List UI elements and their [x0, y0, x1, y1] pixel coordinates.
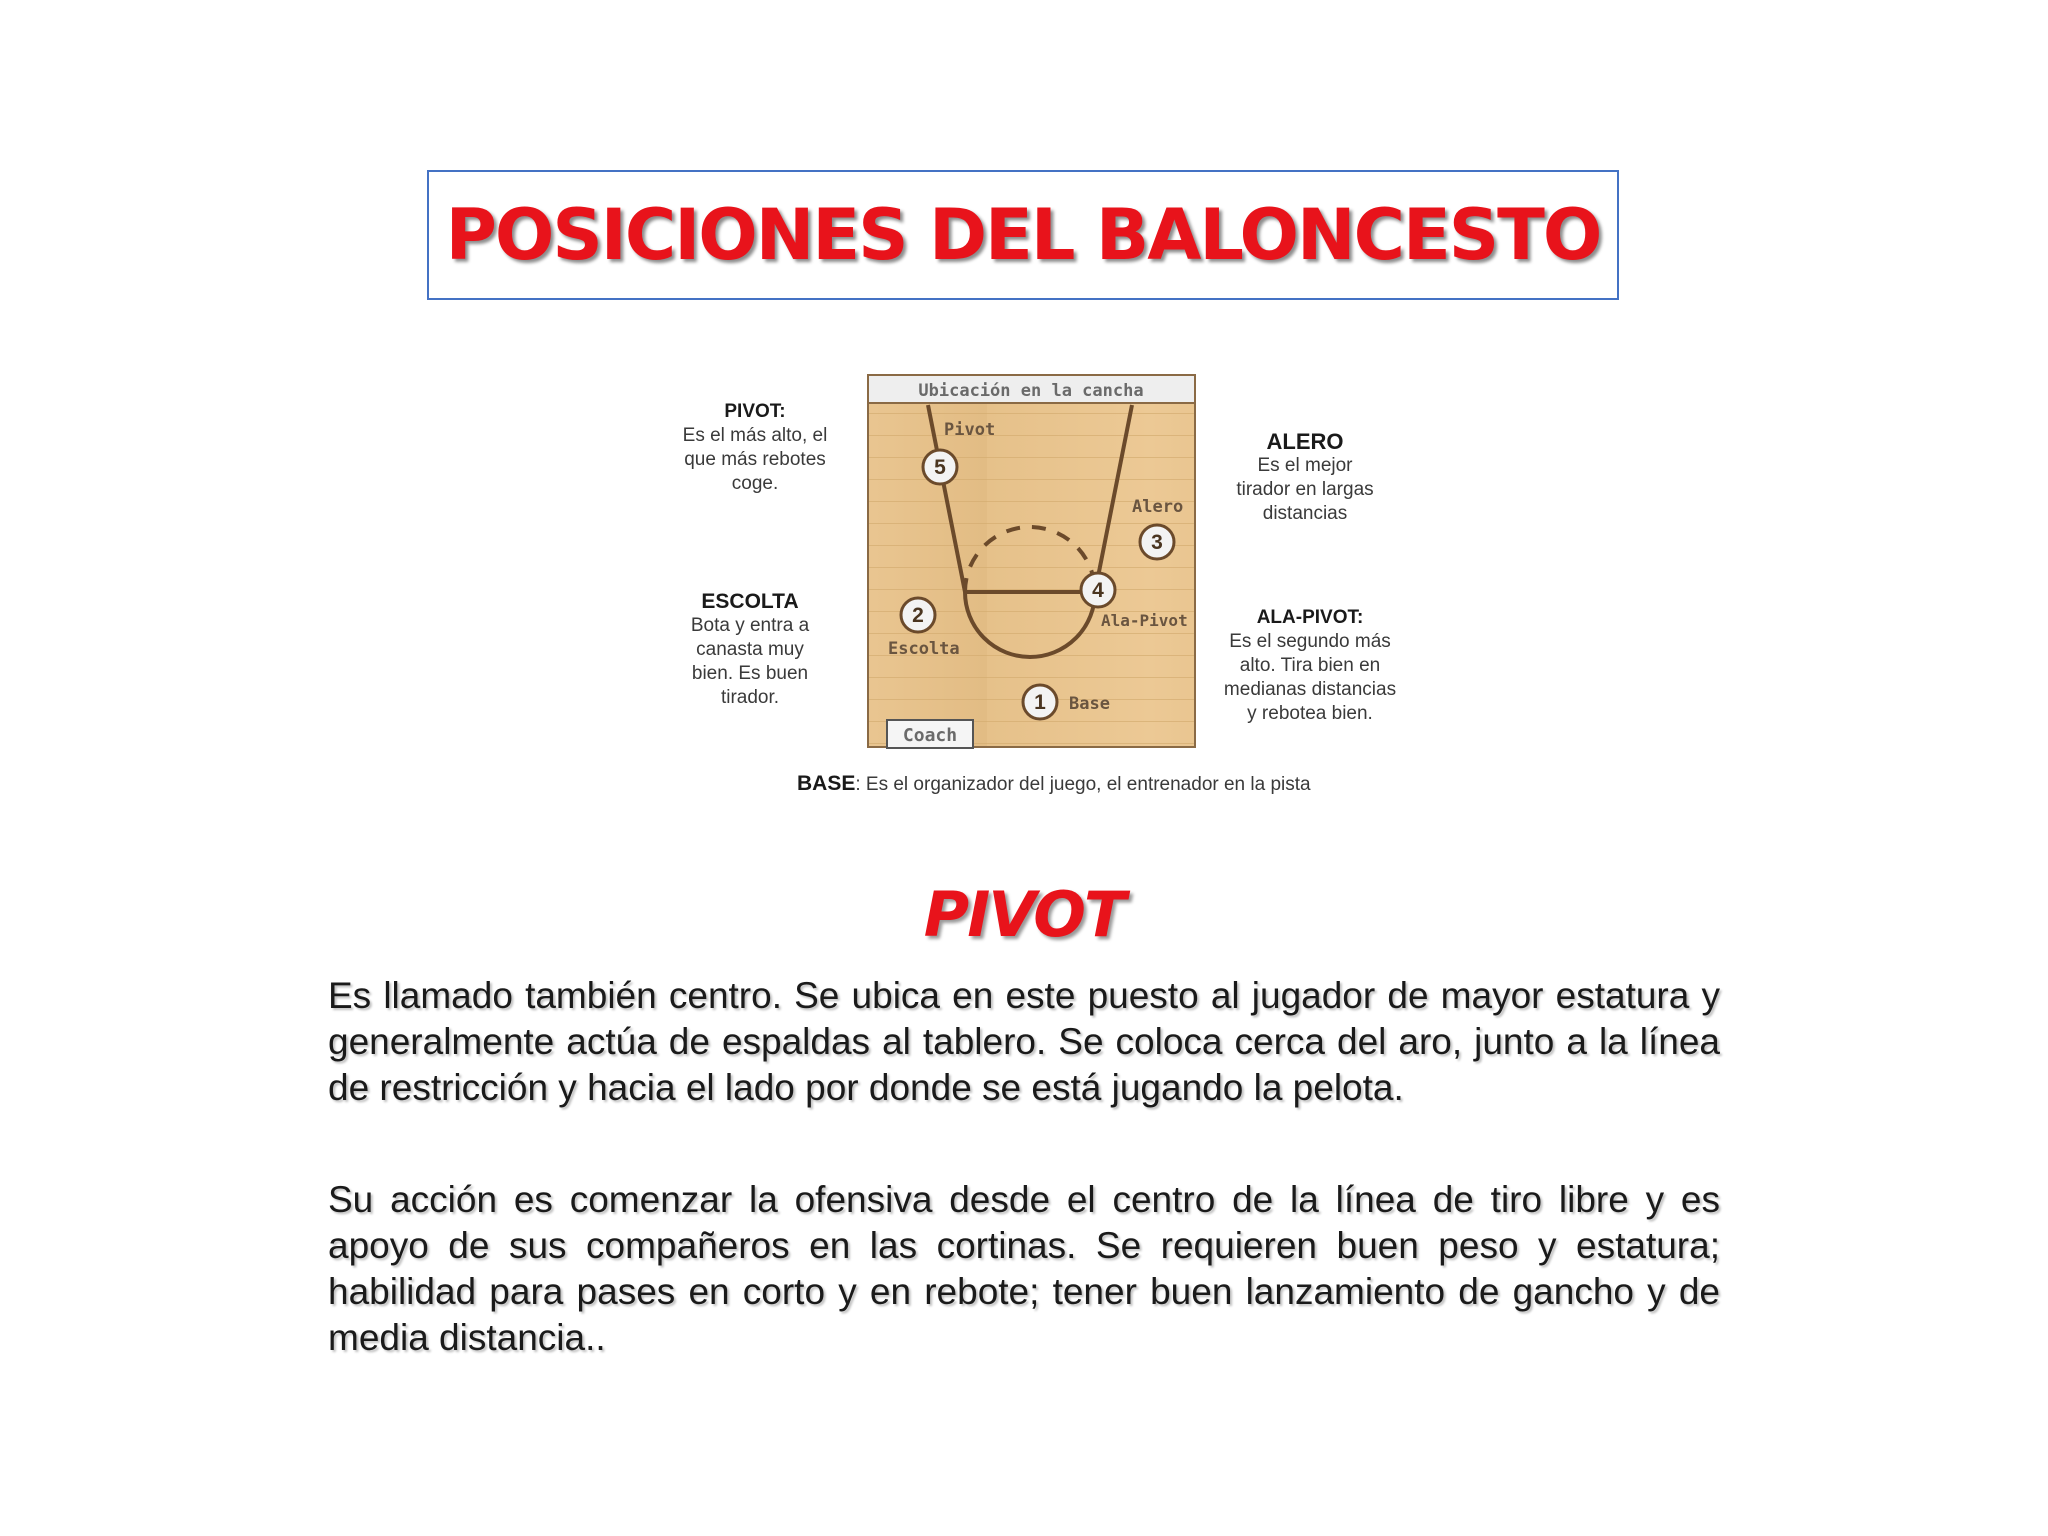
base-note-head: BASE — [797, 772, 856, 795]
alero-description-line: distancias — [1262, 503, 1348, 524]
player-2 — [901, 598, 935, 632]
pivot-description-head: PIVOT: — [724, 401, 786, 422]
section-heading: PIVOT — [923, 878, 1125, 951]
player-4 — [1081, 573, 1115, 607]
pivot-description-line: coge. — [731, 473, 779, 494]
escolta-description-line: Bota y entra a — [690, 615, 810, 636]
court-label-ala-pivot: Ala-Pivot — [1101, 611, 1188, 630]
player-3 — [1140, 525, 1174, 559]
court-label-escolta: Escolta — [888, 639, 960, 659]
player-1-number: 1 — [1034, 691, 1046, 714]
escolta-description — [660, 590, 840, 710]
player-5 — [923, 450, 957, 484]
ala-pivot-description-line: Es el segundo más — [1229, 631, 1391, 652]
alero-description-line: tirador en largas — [1236, 479, 1374, 500]
player-5-number: 5 — [934, 456, 946, 479]
ala-pivot-description-head: ALA-PIVOT: — [1256, 607, 1364, 628]
court-header: Ubicación en la cancha — [918, 381, 1144, 401]
title-box — [427, 170, 1619, 300]
alero-description-head: ALERO — [1266, 429, 1344, 454]
page-title: POSICIONES DEL BALONCESTO — [445, 194, 1601, 276]
ala-pivot-description — [1200, 606, 1420, 726]
ala-pivot-description-line: y rebotea bien. — [1247, 703, 1373, 724]
player-1 — [1023, 685, 1057, 719]
escolta-description-line: bien. Es buen — [691, 663, 809, 684]
court-label-pivot: Pivot — [944, 420, 996, 440]
paragraph-1: Es llamado también centro. Se ubica en este puesto al jugador de mayor estatura y generalmente actúa de espaldas al tablero. Se coloca cerca del aro, junto a la línea de restricción y hacia el lado por donde se está jugando la pelota. — [328, 975, 1720, 1108]
player-2-number: 2 — [912, 604, 924, 627]
court-diagram — [660, 370, 1420, 810]
ala-pivot-description-line: medianas distancias — [1223, 679, 1397, 700]
escolta-description-line: tirador. — [720, 687, 780, 708]
alero-description-line: Es el mejor — [1257, 455, 1353, 476]
paragraph-2: Su acción es comenzar la ofensiva desde el centro de la línea de tiro libre y es apoyo de sus compañeros en las cortinas. Se requieren buen peso y estatura; habilidad para pases en corto y en rebote; tener buen lanzamiento de gancho y de media distancia.. — [328, 1179, 1720, 1358]
player-4-number: 4 — [1092, 579, 1104, 602]
alero-description — [1200, 430, 1410, 526]
escolta-description-line: canasta muy — [696, 639, 804, 660]
escolta-description-head: ESCOLTA — [701, 590, 799, 613]
pivot-description-line: que más rebotes — [684, 449, 826, 470]
player-3-number: 3 — [1151, 531, 1163, 554]
court-label-base: Base — [1069, 694, 1110, 714]
base-note — [797, 772, 1311, 796]
ala-pivot-description-line: alto. Tira bien en — [1239, 655, 1381, 676]
pivot-description — [660, 400, 850, 496]
court-label-alero: Alero — [1132, 497, 1184, 517]
pivot-description-line: Es el más alto, el — [682, 425, 828, 446]
coach-label: Coach — [902, 725, 958, 746]
base-note-text: : Es el organizador del juego, el entrenador en la pista — [855, 774, 1311, 795]
